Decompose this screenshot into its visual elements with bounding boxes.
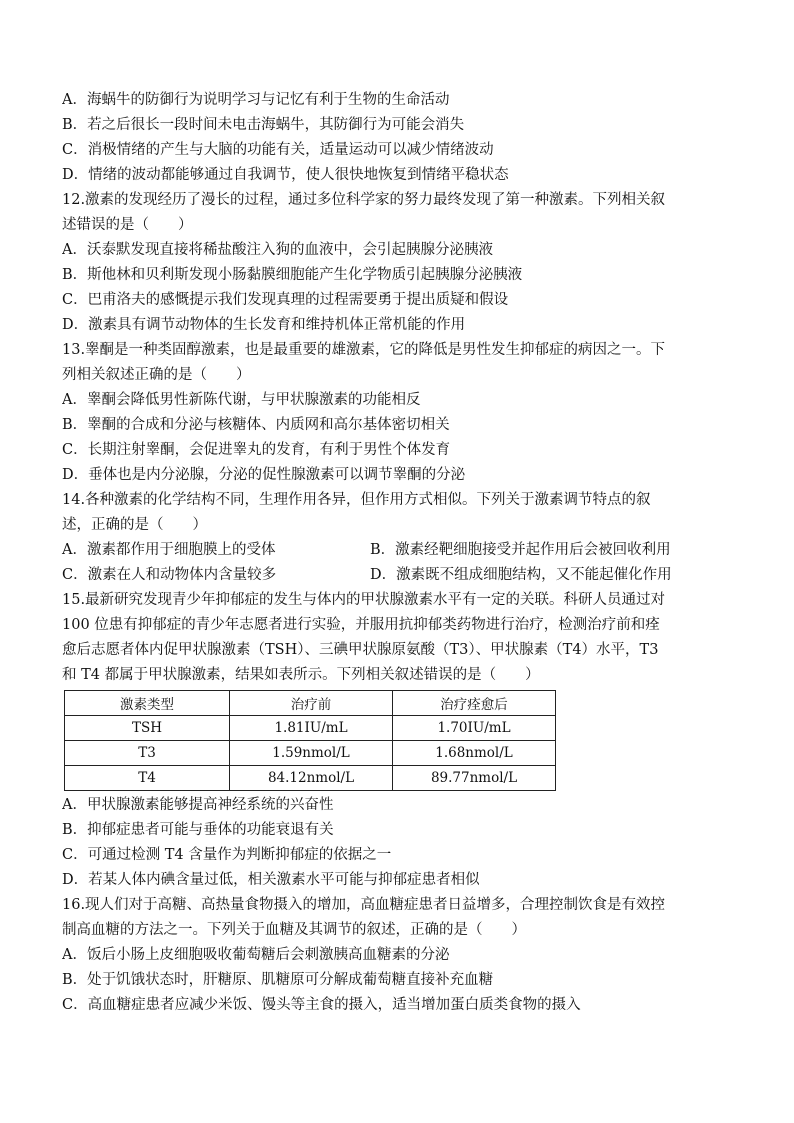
q15-option-b: B．抑郁症患者可能与垂体的功能衰退有关 [62, 822, 334, 838]
table-row [65, 716, 556, 741]
q16-option-a: A．饭后小肠上皮细胞吸收葡萄糖后会刺激胰高血糖素的分泌 [62, 947, 450, 963]
q13-stem-line1: 13.睾酮是一种类固醇激素，也是最重要的雄激素，它的降低是男性发生抑郁症的病因之一。下 [62, 342, 666, 358]
table-cell: T3 [65, 741, 230, 766]
q15-stem-line4: 和 T4 都属于甲状腺激素，结果如表所示。下列相关叙述错误的是（ ） [62, 667, 540, 683]
q16-option-b: B．处于饥饿状态时，肝糖原、肌糖原可分解成葡萄糖直接补充血糖 [62, 972, 494, 988]
question-14 [62, 488, 734, 588]
q11-option-a: A．海蜗牛的防御行为说明学习与记忆有利于生物的生命活动 [62, 92, 450, 108]
q13-option-b: B．睾酮的合成和分泌与核糖体、内质网和高尔基体密切相关 [62, 417, 450, 433]
table-cell: 1.70IU/mL [393, 716, 556, 741]
table-cell: 1.68nmol/L [393, 741, 556, 766]
table-header-row [65, 691, 556, 716]
q14-options-row2 [62, 563, 734, 588]
table-row [65, 741, 556, 766]
question-13 [62, 338, 734, 488]
q12-option-b: B．斯他林和贝利斯发现小肠黏膜细胞能产生化学物质引起胰腺分泌胰液 [62, 267, 523, 283]
table-header-cell: 治疗前 [230, 691, 393, 716]
q14-option-d: D．激素既不组成细胞结构，又不能起催化作用 [370, 567, 672, 583]
q14-stem-line2: 述，正确的是（ ） [62, 517, 207, 533]
q12-option-d: D．激素具有调节动物体的生长发育和维持机体正常机能的作用 [62, 317, 466, 333]
q11-option-d: D．情绪的波动都能够通过自我调节，使人很快地恢复到情绪平稳状态 [62, 167, 509, 183]
question-15 [62, 588, 734, 893]
q15-option-a: A．甲状腺激素能够提高神经系统的兴奋性 [62, 797, 334, 813]
q14-options-row1 [62, 538, 734, 563]
q13-option-c: C．长期注射睾酮，会促进睾丸的发育，有利于男性个体发育 [62, 442, 451, 458]
q11-options [62, 88, 734, 188]
q12-option-c: C．巴甫洛夫的感慨提示我们发现真理的过程需要勇于提出质疑和假设 [62, 292, 509, 308]
table-cell: 84.12nmol/L [230, 766, 393, 791]
hormone-table [64, 690, 556, 791]
q14-option-b: B．激素经靶细胞接受并起作用后会被回收利用 [370, 542, 671, 558]
q12-option-a: A．沃泰默发现直接将稀盐酸注入狗的血液中，会引起胰腺分泌胰液 [62, 242, 493, 258]
table-cell: 1.81IU/mL [230, 716, 393, 741]
exam-page [62, 88, 734, 1018]
table-row [65, 766, 556, 791]
q11-option-b: B．若之后很长一段时间未电击海蜗牛，其防御行为可能会消失 [62, 117, 465, 133]
q14-stem-line1: 14.各种激素的化学结构不同，生理作用各异，但作用方式相似。下列关于激素调节特点的叙 [62, 492, 651, 508]
question-16 [62, 893, 734, 1018]
table-header-cell: 激素类型 [65, 691, 230, 716]
q13-stem-line2: 列相关叙述正确的是（ ） [62, 367, 251, 383]
q15-stem-line1: 15.最新研究发现青少年抑郁症的发生与体内的甲状腺激素水平有一定的关联。科研人员通过对 [62, 592, 666, 608]
q13-option-d: D．垂体也是内分泌腺，分泌的促性腺激素可以调节睾酮的分泌 [62, 467, 466, 483]
q12-stem-line2: 述错误的是（ ） [62, 217, 193, 233]
table-header-cell: 治疗痊愈后 [393, 691, 556, 716]
table-cell: 89.77nmol/L [393, 766, 556, 791]
q16-stem-line2: 制高血糖的方法之一。下列关于血糖及其调节的叙述，正确的是（ ） [62, 922, 526, 938]
q12-stem-line1: 12.激素的发现经历了漫长的过程，通过多位科学家的努力最终发现了第一种激素。下列相关叙 [62, 192, 666, 208]
table-cell: TSH [65, 716, 230, 741]
question-12 [62, 188, 734, 338]
q15-stem-line3: 愈后志愿者体内促甲状腺激素（TSH）、三碘甲状腺原氨酸（T3）、甲状腺素（T4）水平，T3 [62, 642, 659, 658]
q15-option-d: D．若某人体内碘含量过低，相关激素水平可能与抑郁症患者相似 [62, 872, 480, 888]
q16-option-c: C．高血糖症患者应减少米饭、馒头等主食的摄入，适当增加蛋白质类食物的摄入 [62, 997, 581, 1013]
q11-option-c: C．消极情绪的产生与大脑的功能有关，适量运动可以减少情绪波动 [62, 142, 494, 158]
table-cell: T4 [65, 766, 230, 791]
q13-option-a: A．睾酮会降低男性新陈代谢，与甲状腺激素的功能相反 [62, 392, 421, 408]
q14-option-c: C．激素在人和动物体内含量较多 [62, 567, 277, 583]
q15-option-c: C．可通过检测 T4 含量作为判断抑郁症的依据之一 [62, 847, 392, 863]
q16-stem-line1: 16.现人们对于高糖、高热量食物摄入的增加，高血糖症患者日益增多，合理控制饮食是有效控 [62, 897, 666, 913]
table-cell: 1.59nmol/L [230, 741, 393, 766]
q15-stem-line2: 100 位患有抑郁症的青少年志愿者进行实验，并服用抗抑郁类药物进行治疗，检测治疗前和痊 [62, 617, 660, 633]
q14-option-a: A．激素都作用于细胞膜上的受体 [62, 542, 276, 558]
